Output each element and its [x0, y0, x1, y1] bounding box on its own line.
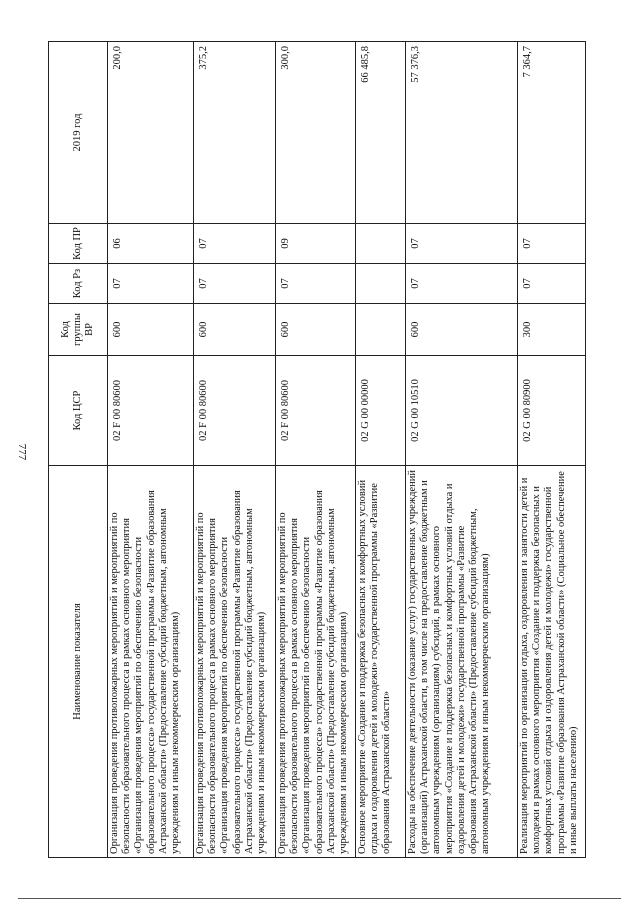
row-sum: 375,2	[194, 42, 276, 224]
row-csr: 02 G 00 10510	[406, 356, 518, 466]
budget-table	[48, 41, 586, 858]
table-row	[108, 42, 194, 858]
row-rz: 07	[406, 264, 518, 304]
row-name: Организация проведения противопожарных мероприятий и мероприятий по безопасности образовательного процесса в рамках основного мероприятия «Организация проведения мероприятий по обеспечению безопасности образовательного процесса» государственной программы «Развитие образования Астраханской области» (Предоставление субсидий бюджетным, автономным учреждениям и иным некоммерческим организациям)	[194, 466, 276, 858]
row-sum: 7 364,7	[518, 42, 586, 224]
row-vr	[356, 304, 406, 356]
header-csr: Код ЦСР	[49, 356, 108, 466]
bottom-rule	[18, 898, 621, 899]
row-vr: 600	[108, 304, 194, 356]
row-name: Реализация мероприятий по организации отдыха, оздоровления и занятости детей и молодежи в рамках основного мероприятия «Создание и поддержка безопасных и комфортных условий отдыха и оздоровления детей и молодежи» государственной программы «Развитие образования Астраханской области» (Социальное обеспечение и иные выплаты населению)	[518, 466, 586, 858]
table-row	[276, 42, 356, 858]
budget-table-rotated	[48, 42, 586, 858]
row-rz: 07	[108, 264, 194, 304]
row-pr: 06	[108, 224, 194, 264]
row-sum: 57 376,3	[406, 42, 518, 224]
row-pr: 07	[194, 224, 276, 264]
table-row	[406, 42, 518, 858]
page-number: 777	[16, 443, 28, 461]
header-year: 2019 год	[49, 42, 108, 224]
table-header-row	[49, 42, 108, 858]
row-pr	[356, 224, 406, 264]
row-vr: 600	[276, 304, 356, 356]
row-pr: 07	[406, 224, 518, 264]
row-csr: 02 G 00 80900	[518, 356, 586, 466]
row-name: Организация проведения противопожарных мероприятий и мероприятий по безопасности образовательного процесса в рамках основного мероприятия «Организация проведения мероприятий по обеспечению безопасности образовательного процесса» государственной программы «Развитие образования Астраханской области» (Предоставление субсидий бюджетным, автономным учреждениям и иным некоммерческим организациям)	[108, 466, 194, 858]
row-csr: 02 G 00 00000	[356, 356, 406, 466]
table-row	[356, 42, 406, 858]
header-pr: Код ПР	[49, 224, 108, 264]
row-csr: 02 F 00 80600	[276, 356, 356, 466]
row-vr: 300	[518, 304, 586, 356]
row-csr: 02 F 00 80600	[108, 356, 194, 466]
header-rz: Код Рз	[49, 264, 108, 304]
row-sum: 200,0	[108, 42, 194, 224]
row-rz: 07	[518, 264, 586, 304]
row-sum: 66 485,8	[356, 42, 406, 224]
header-name: Наименование показателя	[49, 466, 108, 858]
table-row	[518, 42, 586, 858]
row-rz	[356, 264, 406, 304]
row-csr: 02 F 00 80600	[194, 356, 276, 466]
row-pr: 07	[518, 224, 586, 264]
row-vr: 600	[194, 304, 276, 356]
row-vr: 600	[406, 304, 518, 356]
row-name: Основное мероприятие «Создание и поддержка безопасных и комфортных условий отдыха и оздоровления детей и молодежи» государственной программы «Развитие образования Астраханской области»	[356, 466, 406, 858]
row-rz: 07	[194, 264, 276, 304]
row-rz: 07	[276, 264, 356, 304]
row-name: Организация проведения противопожарных мероприятий и мероприятий по безопасности образовательного процесса в рамках основного мероприятия «Организация проведения мероприятий по обеспечению безопасности образовательного процесса» государственной программы «Развитие образования Астраханской области» (Предоставление субсидий бюджетным, автономным учреждениям и иным некоммерческим организациям)	[276, 466, 356, 858]
row-pr: 09	[276, 224, 356, 264]
row-name: Расходы на обеспечение деятельности (оказание услуг) государственных учреждений (организаций) Астраханской области, в том числе на предоставление бюджетным и автономным учреждениям (организациям) субсидий, в рамках основного мероприятия «Создание и поддержка безопасных и комфортных условий отдыха и оздоровления детей и молодежи» государственной программы «Развитие образования Астраханской области» (Предоставление субсидий бюджетным, автономным учреждениям и иным некоммерческим организациям)	[406, 466, 518, 858]
header-vr: Код группы ВР	[49, 304, 108, 356]
row-sum: 300,0	[276, 42, 356, 224]
table-row	[194, 42, 276, 858]
